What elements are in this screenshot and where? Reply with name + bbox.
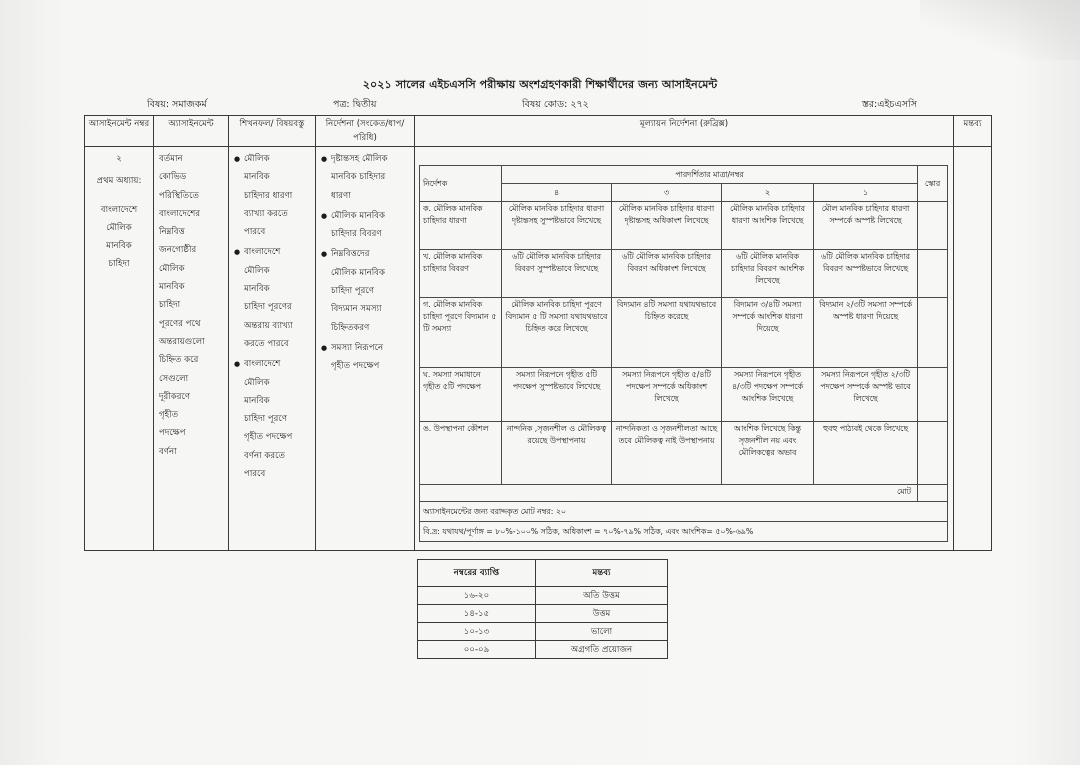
range-remark: অতি উত্তম <box>536 587 668 605</box>
header-rubric: মূল্যায়ন নির্দেশনা (রুব্রিক্স) <box>415 116 954 147</box>
outcome-cell <box>229 147 315 550</box>
meta-code: বিষয় কোড: ২৭২ <box>522 99 589 110</box>
item-line: মৌলিক মানবিক <box>331 267 385 278</box>
rubric-table <box>419 165 948 542</box>
rubric-cell: সমস্যা নিরূপনে গৃহীত ২/৩টি পদক্ষেপ সম্পর্কে অস্পষ্ট ভাবে লিখেছে <box>814 368 918 422</box>
grade-range-table <box>417 559 668 659</box>
rubric-criteria-header: নির্দেশক <box>420 166 502 202</box>
range-remark-header: মন্তব্য <box>536 560 668 587</box>
item-line: পারবে <box>244 227 266 238</box>
rubric-levels-header: পারদর্শিতার মাত্রা/নম্বর <box>502 166 918 184</box>
assignment-table <box>84 115 992 551</box>
item-line: বিদ্যমান সমস্যা <box>331 304 382 315</box>
header-assignment: অ্যাসাইনমেন্ট <box>154 116 229 147</box>
range-remark: ভালো <box>536 623 668 641</box>
item-line: ● মৌলিক <box>244 154 270 164</box>
assignment-line: কোভিড <box>159 172 187 183</box>
rubric-cell: ৬টি মৌলিক মানবিক চাহিদার বিবরণ অধিকাংশ লিখেছে <box>612 250 722 298</box>
rubric-cell: নান্দনিকতা ও সৃজনশীলতা আছে তবে মৌলিকত্ব নাই উপস্থাপনায় <box>612 422 722 485</box>
assignment-line: গৃহীত <box>159 410 179 421</box>
total-score-cell[interactable] <box>918 485 948 502</box>
instruction-item <box>331 207 409 244</box>
rubric-cell: নান্দনিক ,সৃজনশীল ও মৌলিকত্ব রয়েছে উপস্থাপনায় <box>502 422 612 485</box>
rubric-cell: সমস্যা নিরূপনে গৃহীত ৫টি পদক্ষেপ সুস্পষ্টভাবে লিখেছে <box>502 368 612 422</box>
header-remark: মন্তব্য <box>954 116 992 147</box>
outcome-item <box>244 355 310 483</box>
item-line: চাহিদার ধারণা <box>244 190 293 201</box>
rubric-score-header: স্কোর <box>918 166 948 202</box>
assignment-number: ২ <box>116 154 122 164</box>
score-cell[interactable] <box>918 422 948 485</box>
rubric-container <box>415 147 953 544</box>
item-line: ● বাংলাদেশে <box>244 247 281 258</box>
rubric-cell: বিদ্যমান ৩/৪টি সমস্যা সম্পর্কে আংশিক ধারণা দিয়েছে <box>722 298 814 368</box>
instruction-item <box>331 245 409 336</box>
assignment-line: মৌলিক <box>159 263 185 274</box>
instruction-item <box>331 339 409 376</box>
range-value: ১৬-২০ <box>418 587 536 605</box>
assignment-line: পদক্ষেপ <box>159 428 186 439</box>
rubric-criterion: ঘ. সমস্যা সমাধানে গৃহীত ৫টি পদক্ষেপ <box>420 368 502 422</box>
rubric-row <box>420 298 948 368</box>
item-line: চাহিদার বিবরণ <box>331 229 382 240</box>
score-cell[interactable] <box>918 298 948 368</box>
range-remark: অগ্রগতি প্রয়োজন <box>536 641 668 659</box>
rubric-total-label: মোট <box>420 485 918 502</box>
topic-line: বাংলাদেশে <box>100 204 138 215</box>
score-cell[interactable] <box>918 202 948 250</box>
assignment-line: জনগোষ্ঠীর <box>159 245 197 256</box>
item-line: মানবিক <box>244 395 270 406</box>
rubric-row <box>420 368 948 422</box>
header-assignment-no: আসাইনমেন্ট নম্বর <box>85 116 154 147</box>
item-line: করতে পারবে <box>244 338 289 349</box>
rubric-cell: মৌল মানবিক চাহিদার ধারণা সম্পর্কে অস্পষ্ট লিখেছে <box>814 202 918 250</box>
item-line: অন্তরায় ব্যাখ্যা <box>244 320 293 331</box>
range-header: নম্বরের ব্যাপ্তি <box>418 560 536 587</box>
rubric-cell: বিদ্যমান ২/৩টি সমস্যা সম্পর্কে অস্পষ্ট ধারণা দিয়েছে <box>814 298 918 368</box>
level-2: ২ <box>722 184 814 202</box>
rubric-row <box>420 250 948 298</box>
meta-subject: বিষয়: সমাজকর্ম <box>147 99 207 110</box>
score-cell[interactable] <box>918 368 948 422</box>
document-title: ২০২১ সালের এইচএসসি পরীক্ষায় অংশগ্রহণকারী শিক্ষার্থীদের জন্য আসাইনমেন্ট <box>362 78 718 91</box>
item-line: চিহ্নিতকরণ <box>331 322 370 333</box>
rubric-criterion: খ. মৌলিক মানবিক চাহিদার বিবরণ <box>420 250 502 298</box>
item-line: চাহিদা পূরণের <box>244 302 292 313</box>
chapter-label: প্রথম অধ্যায়: <box>96 176 142 187</box>
item-line: পারবে <box>244 469 266 480</box>
rubric-cell: মৌলিক মানবিক চাহিদার ধারণা দৃষ্টান্তসহ অধিকাংশ লিখেছে <box>612 202 722 250</box>
grading-note: বি.দ্র: যথাযথ/পূর্ণাঙ্গ = ৮০%-১০০% সঠিক, অধিকাংশ = ৭০%-৭৯% সঠিক, এবং আংশিক= ৫০%-৬৯% <box>420 522 948 542</box>
outcome-item <box>244 150 310 241</box>
assignment-line: অন্তরায়গুলো <box>159 336 205 347</box>
meta-level: স্তর:এইচএসসি <box>862 99 918 110</box>
rubric-cell: আংশিক লিখেছে কিন্তু সৃজনশীল নয় এবং মৌলিকত্বের অভাব <box>722 422 814 485</box>
rubric-cell: সমস্যা নিরূপনে গৃহীত ৪/৩টি পদক্ষেপ সম্পর্কে আংশিক লিখেছে <box>722 368 814 422</box>
instruction-item <box>331 150 409 205</box>
range-value: ১৪-১৫ <box>418 605 536 623</box>
level-1: ১ <box>814 184 918 202</box>
item-line: ● দৃষ্টান্তসহ মৌলিক <box>331 154 388 164</box>
rubric-cell: ৬টি মৌলিক মানবিক চাহিদার বিবরণ সুস্পষ্টভাবে লিখেছে <box>502 250 612 298</box>
meta-paper: পত্র: দ্বিতীয় <box>333 99 377 110</box>
assignment-line: চাহিদা <box>159 300 181 311</box>
item-line: গৃহীত পদক্ষেপ <box>331 361 380 372</box>
outcome-item <box>244 243 310 353</box>
topic-line: মৌলিক <box>106 222 132 233</box>
rubric-cell: মৌলিক মানবিক চাহিদার ধারণা আংশিক লিখেছে <box>722 202 814 250</box>
assignment-line: বর্তমান <box>159 154 183 164</box>
range-value: ১০-১৩ <box>418 623 536 641</box>
rubric-cell: সমস্যা নিরূপনে গৃহীত ৫/৪টি পদক্ষেপ সম্পর্কে অধিকাংশ লিখেছে <box>612 368 722 422</box>
item-line: ● মৌলিক মানবিক <box>331 210 385 221</box>
item-line: ● সমস্যা নিরূপনে <box>331 342 384 353</box>
topic-line: মানবিক <box>106 241 132 252</box>
rubric-row <box>420 422 948 485</box>
score-cell[interactable] <box>918 250 948 298</box>
range-remark: উত্তম <box>536 605 668 623</box>
item-line: মানবিক <box>244 172 270 183</box>
item-line: ● বাংলাদেশে <box>244 359 281 370</box>
rubric-cell: ৬টি মৌলিক মানবিক চাহিদার বিবরণ আংশিক লিখেছে <box>722 250 814 298</box>
rubric-criterion: গ. মৌলিক মানবিক চাহিদা পূরণে বিদ্যমান ৫ টি সমস্যা <box>420 298 502 368</box>
item-line: মানবিক <box>244 284 270 295</box>
rubric-cell: ৬টি মৌলিক মানবিক চাহিদার বিবরণ অস্পষ্টভাবে লিখেছে <box>814 250 918 298</box>
assignment-text-cell <box>154 147 228 550</box>
range-value: ০০-০৯ <box>418 641 536 659</box>
rubric-cell: মৌলিক মানবিক চাহিদার ধারণা দৃষ্টান্তসহ সুস্পষ্টভাবে লিখেছে <box>502 202 612 250</box>
allotted-marks: অ্যাসাইনমেন্টের জন্য বরাদ্দকৃত মোট নম্বর: ২০ <box>420 502 948 522</box>
rubric-cell: মৌলিক মানবিক চাহিদা পূরণে বিদ্যমান ৫ টি সমস্যা যথাযথভাবে চিহ্নিত করে লিখেছে <box>502 298 612 368</box>
level-4: ৪ <box>502 184 612 202</box>
assignment-line: নিম্নবিত্ত <box>159 227 185 238</box>
assignment-line: পূরণের পথে <box>159 318 201 329</box>
rubric-criterion: ঙ. উপস্থাপনা কৌশল <box>420 422 502 485</box>
item-line: গৃহীত পদক্ষেপ <box>244 432 293 443</box>
item-line: বর্ণনা করতে <box>244 450 285 461</box>
topic-line: চাহিদা <box>108 259 130 270</box>
rubric-row <box>420 202 948 250</box>
assignment-line: পরিস্থিতিতে <box>159 190 199 201</box>
assignment-line: বর্ণনা <box>159 446 177 457</box>
scan-shadow <box>920 0 1080 60</box>
assignment-line: চিহ্নিত করে <box>159 355 199 366</box>
remark-cell[interactable] <box>954 147 991 550</box>
assignment-line: বাংলাদেশের <box>159 208 201 219</box>
item-line: চাহিদা পূরণে <box>331 286 375 297</box>
item-line: ধারণা <box>331 190 351 201</box>
assignment-line: দূরীকরণে <box>159 391 191 402</box>
rubric-cell: হুবহু পাঠ্যবই থেকে লিখেছে <box>814 422 918 485</box>
item-line: মৌলিক <box>244 265 270 276</box>
item-line: ● নিম্নবিত্তদের <box>331 249 370 260</box>
assignment-line: মানবিক <box>159 282 185 293</box>
header-outcome: শিখনফল/ বিষয়বস্তু <box>229 116 316 147</box>
item-line: চাহিদা পূরণে <box>244 414 288 425</box>
rubric-cell: বিদ্যমান ৪টি সমস্যা যথাযথভাবে চিহ্নিত করেছে <box>612 298 722 368</box>
rubric-criterion: ক. মৌলিক মানবিক চাহিদার ধারণা <box>420 202 502 250</box>
item-line: মানবিক চাহিদার <box>331 172 386 183</box>
level-3: ৩ <box>612 184 722 202</box>
item-line: ব্যাখ্যা করতে <box>244 208 288 219</box>
assignment-line: সেগুলো <box>159 373 189 384</box>
instruction-cell <box>316 147 414 550</box>
item-line: মৌলিক <box>244 377 270 388</box>
assignment-number-cell <box>85 147 153 550</box>
header-instruction: নির্দেশনা (সংকেত/ধাপ/পরিধি) <box>316 116 415 147</box>
